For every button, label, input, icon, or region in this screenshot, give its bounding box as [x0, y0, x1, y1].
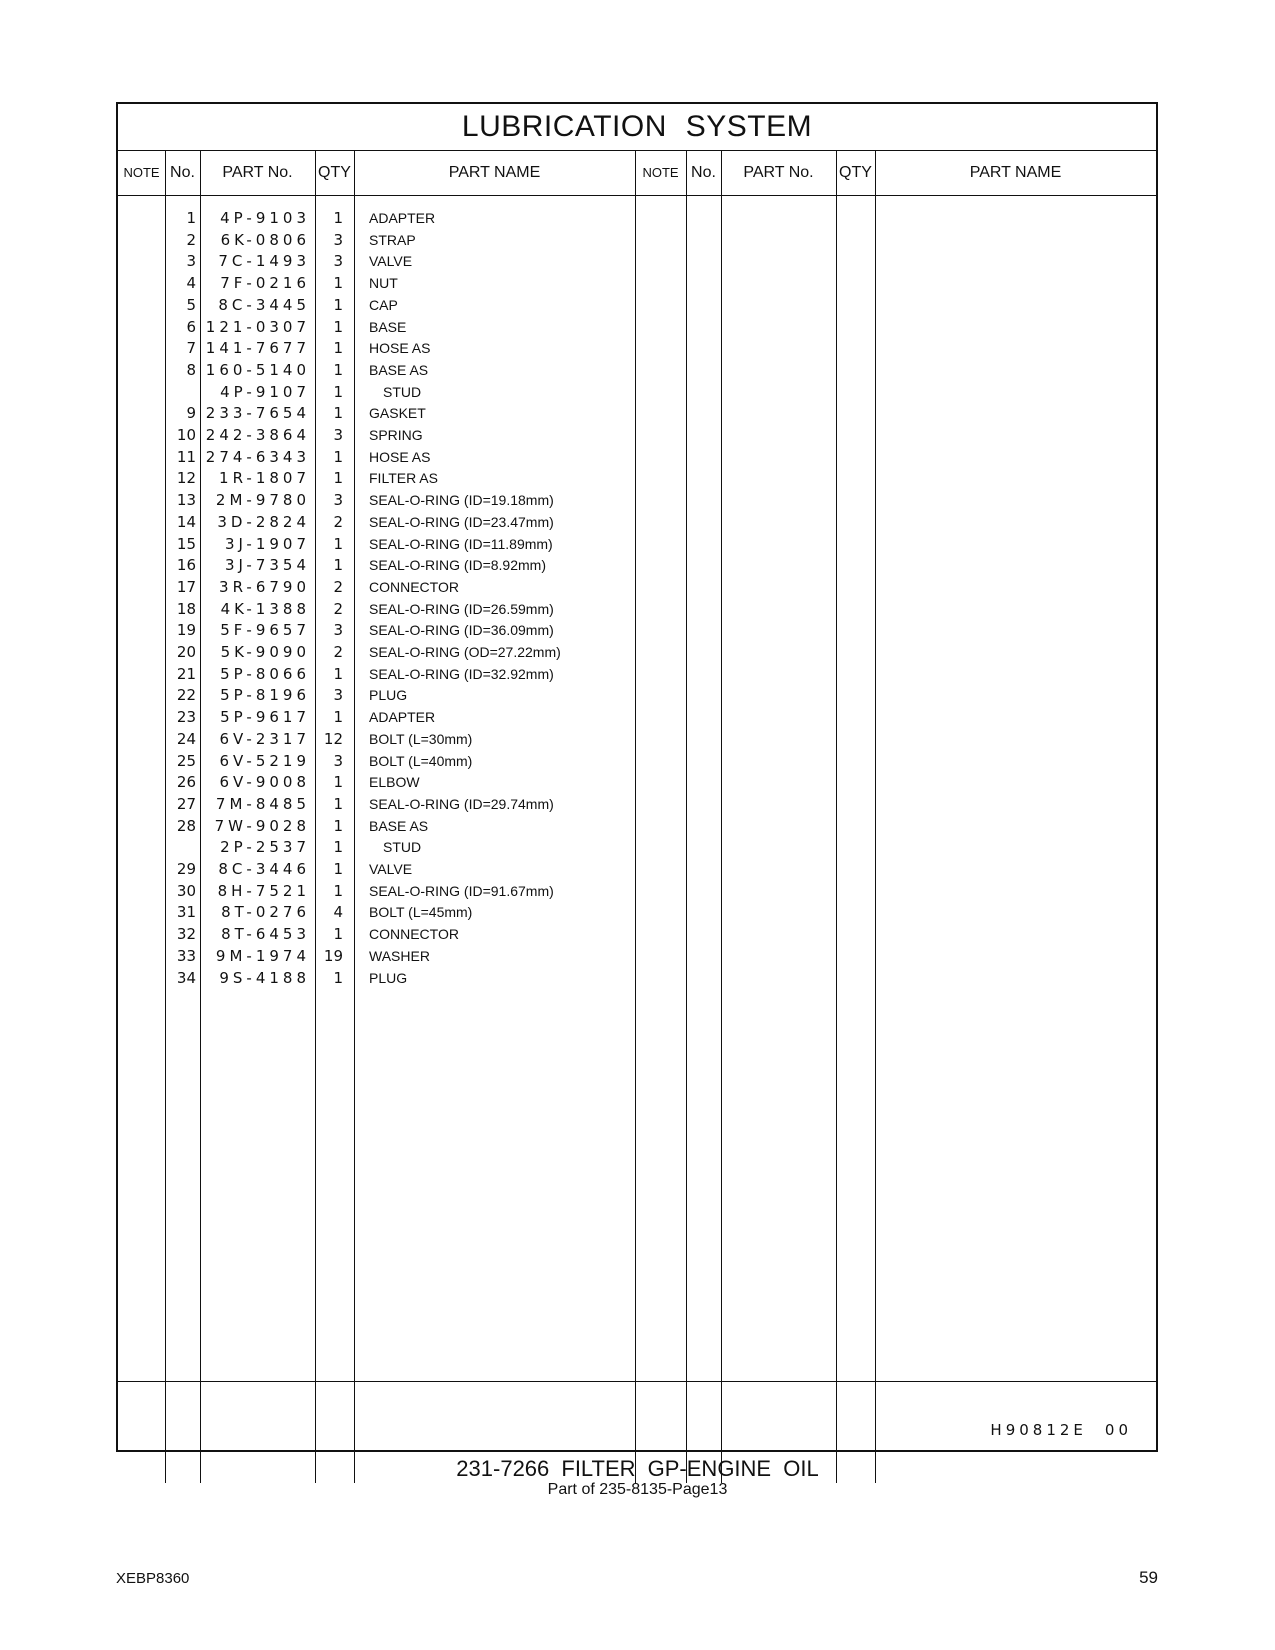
table-row: [118, 881, 1156, 903]
quantity: 3: [333, 426, 343, 444]
part-name: STRAP: [369, 231, 416, 248]
part-number: 7M-8485: [215, 794, 310, 813]
quantity: 1: [333, 881, 343, 900]
table-row: [118, 642, 1156, 664]
part-name: SEAL-O-RING (ID=32.92mm): [369, 665, 554, 682]
part-name: SEAL-O-RING (ID=19.18mm): [369, 492, 554, 509]
part-name: CONNECTOR: [369, 578, 459, 595]
part-number: 8C-3446: [218, 860, 310, 878]
table-row: [118, 338, 1156, 360]
part-name: WASHER: [369, 947, 430, 964]
item-number: 25: [176, 751, 196, 770]
item-number: 11: [176, 447, 196, 466]
item-number: 27: [176, 794, 196, 813]
part-name: SEAL-O-RING (ID=91.67mm): [369, 882, 554, 899]
part-name: SEAL-O-RING (ID=36.09mm): [369, 622, 554, 639]
part-number: 274-6343: [205, 447, 310, 466]
quantity: 3: [333, 252, 343, 271]
quantity: 1: [333, 838, 343, 857]
header-no-2: No.: [691, 164, 716, 181]
part-number: 2M-9780: [215, 491, 310, 510]
part-name: BOLT (L=40mm): [369, 752, 473, 769]
part-name: CONNECTOR: [369, 926, 459, 943]
part-number: 5P-8196: [220, 686, 310, 705]
quantity: 1: [333, 534, 343, 553]
header-qty: QTY: [318, 164, 351, 181]
table-row: [118, 924, 1156, 946]
part-number: 8H-7521: [217, 881, 310, 900]
quantity: 1: [333, 664, 343, 683]
quantity: 1: [333, 816, 343, 835]
part-number: 160-5140: [205, 360, 310, 379]
part-number: 7W-9028: [214, 816, 310, 835]
quantity: 3: [333, 686, 343, 705]
table-row: [118, 490, 1156, 512]
part-number: 121-0307: [205, 317, 310, 336]
quantity: 1: [333, 274, 343, 293]
item-number: 10: [176, 426, 196, 444]
part-number: 9S-4188: [219, 968, 310, 987]
table-row: [118, 859, 1156, 881]
part-name: ADAPTER: [369, 210, 436, 226]
quantity: 1: [333, 339, 343, 358]
part-number: 8T-0276: [221, 903, 310, 922]
part-number: 4P-9107: [220, 382, 310, 401]
item-number: 12: [176, 469, 196, 488]
quantity: 12: [323, 729, 343, 748]
header-part-name-2: PART NAME: [969, 164, 1062, 181]
part-number: 3R-6790: [219, 577, 310, 596]
header-qty-2: QTY: [839, 164, 872, 181]
quantity: 1: [333, 968, 343, 987]
header-part-name: PART NAME: [448, 164, 541, 181]
drawing-code-number: H90812E: [990, 1421, 1087, 1439]
item-number: 24: [176, 729, 196, 748]
part-name: BOLT (L=45mm): [369, 904, 473, 921]
item-number: 29: [176, 860, 196, 878]
table-row: [118, 447, 1156, 469]
document-id: XEBP8360: [116, 1570, 190, 1587]
quantity: 3: [333, 751, 343, 770]
part-name: NUT: [369, 275, 398, 292]
quantity: 1: [333, 794, 343, 813]
part-number: 7F-0216: [220, 274, 310, 293]
item-number: 19: [176, 621, 196, 640]
quantity: 1: [333, 860, 343, 878]
table-row: [118, 729, 1156, 751]
drawing-code: [972, 1421, 1132, 1439]
quantity: 1: [333, 469, 343, 488]
part-name: BASE AS: [369, 817, 429, 834]
assembly-subcaption: Part of 235-8135-Page13: [547, 1481, 728, 1498]
table-row: [118, 251, 1156, 273]
part-number: 4K-1388: [220, 599, 310, 618]
item-number: 1: [186, 209, 196, 227]
item-number: 23: [176, 708, 196, 727]
quantity: 4: [333, 903, 343, 922]
part-name: HOSE AS: [369, 340, 431, 357]
part-number: 7C-1493: [218, 252, 310, 271]
part-name: SEAL-O-RING (ID=11.89mm): [369, 535, 553, 552]
quantity: 1: [333, 447, 343, 466]
table-row: [118, 295, 1156, 317]
header-part-no: PART No.: [222, 164, 293, 181]
part-number: 1R-1807: [219, 469, 310, 488]
table-row: [118, 403, 1156, 425]
part-number: 233-7654: [205, 404, 310, 423]
drawing-revision: 00: [1104, 1421, 1132, 1439]
table-row: [118, 664, 1156, 686]
page-number: 59: [1139, 1568, 1158, 1587]
part-number: 2P-2537: [220, 838, 310, 857]
quantity: 1: [333, 360, 343, 379]
part-name: FILTER AS: [369, 470, 438, 487]
part-number: 5P-9617: [220, 708, 310, 727]
part-name: SEAL-O-RING (ID=26.59mm): [369, 600, 554, 617]
table-row: [118, 425, 1156, 447]
quantity: 2: [333, 577, 343, 596]
item-number: 7: [186, 339, 196, 358]
parts-table-frame: [116, 102, 1158, 1452]
part-number: 3D-2824: [217, 512, 310, 531]
table-row: [118, 902, 1156, 924]
part-name: ADAPTER: [369, 709, 436, 726]
quantity: 2: [333, 599, 343, 618]
table-row: [118, 273, 1156, 295]
part-name: SEAL-O-RING (OD=27.22mm): [369, 644, 561, 660]
table-row: [118, 968, 1156, 990]
item-number: 13: [176, 491, 196, 510]
part-name: SEAL-O-RING (ID=23.47mm): [369, 513, 554, 530]
table-row: [118, 946, 1156, 968]
table-row: [118, 599, 1156, 621]
quantity: 1: [333, 708, 343, 727]
quantity: 1: [333, 773, 343, 792]
table-row: [118, 794, 1156, 816]
quantity: 2: [333, 512, 343, 531]
part-number: 8T-6453: [221, 925, 310, 944]
table-row: [118, 707, 1156, 729]
header-note: NOTE: [123, 165, 160, 180]
part-number: 6V-9008: [219, 773, 310, 792]
item-number: 32: [176, 925, 196, 944]
quantity: 3: [333, 230, 343, 249]
part-name: BASE: [369, 318, 407, 335]
table-row: [118, 230, 1156, 252]
quantity: 3: [333, 621, 343, 640]
quantity: 19: [323, 946, 343, 965]
item-number: 17: [176, 577, 196, 596]
part-number: 5F-9657: [220, 621, 310, 640]
part-number: 3J-7354: [224, 556, 310, 575]
item-number: 16: [176, 556, 196, 575]
quantity: 1: [333, 382, 343, 401]
part-name: SEAL-O-RING (ID=29.74mm): [369, 795, 554, 812]
page-title: LUBRICATION SYSTEM: [118, 104, 1156, 151]
item-number: 5: [186, 295, 196, 314]
table-row: [118, 772, 1156, 794]
quantity: 1: [333, 317, 343, 336]
item-number: 31: [176, 903, 196, 922]
part-name: VALVE: [369, 861, 413, 877]
item-number: 3: [186, 252, 196, 271]
item-number: 9: [186, 404, 196, 423]
part-name: STUD: [383, 383, 422, 400]
table-row: [118, 534, 1156, 556]
part-name: CAP: [369, 296, 398, 313]
table-row: [118, 837, 1156, 859]
table-bottom-divider: [118, 1381, 1156, 1382]
table-row: [118, 317, 1156, 339]
part-number: 4P-9103: [220, 209, 310, 227]
quantity: 1: [333, 209, 343, 227]
part-name: GASKET: [369, 405, 426, 422]
header-no: No.: [170, 164, 195, 181]
part-number: 3J-1907: [224, 534, 310, 553]
item-number: 6: [186, 317, 196, 336]
part-name: PLUG: [369, 687, 408, 704]
part-name: PLUG: [369, 969, 408, 986]
table-row: [118, 816, 1156, 838]
table-row: [118, 685, 1156, 707]
assembly-caption: 231-7266 FILTER GP-ENGINE OIL: [456, 1456, 819, 1481]
quantity: 1: [333, 404, 343, 423]
part-number: 5K-9090: [220, 643, 310, 661]
part-name: VALVE: [369, 253, 413, 270]
quantity: 1: [333, 556, 343, 575]
table-row: [118, 360, 1156, 382]
part-name: SEAL-O-RING (ID=8.92mm): [369, 557, 546, 574]
part-name: HOSE AS: [369, 448, 431, 465]
item-number: 30: [176, 881, 196, 900]
table-row: [118, 512, 1156, 534]
item-number: 15: [176, 534, 196, 553]
table-row: [118, 620, 1156, 642]
part-number: 6V-2317: [219, 729, 310, 748]
item-number: 21: [176, 664, 196, 683]
header-part-no-2: PART No.: [743, 164, 814, 181]
item-number: 4: [186, 274, 196, 293]
part-number: 8C-3445: [218, 295, 310, 314]
item-number: 14: [176, 512, 196, 531]
item-number: 33: [176, 946, 196, 965]
part-name: ELBOW: [369, 774, 420, 791]
item-number: 8: [186, 360, 196, 379]
table-row: [118, 382, 1156, 404]
table-row: [118, 751, 1156, 773]
item-number: 22: [176, 686, 196, 705]
item-number: 26: [176, 773, 196, 792]
part-name: STUD: [383, 839, 422, 856]
part-name: BASE AS: [369, 361, 429, 378]
part-number: 141-7677: [205, 339, 310, 358]
quantity: 1: [333, 295, 343, 314]
part-name: BOLT (L=30mm): [369, 730, 473, 747]
table-row: [118, 208, 1156, 230]
part-number: 5P-8066: [220, 664, 310, 683]
table-row: [118, 468, 1156, 490]
item-number: 34: [176, 968, 196, 987]
table-row: [118, 577, 1156, 599]
item-number: 20: [176, 643, 196, 661]
item-number: 18: [176, 599, 196, 618]
part-number: 242-3864: [205, 426, 310, 444]
item-number: 2: [186, 230, 196, 249]
part-number: 9M-1974: [215, 946, 310, 965]
table-row: [118, 555, 1156, 577]
part-number: 6V-5219: [219, 751, 310, 770]
quantity: 2: [333, 643, 343, 661]
part-name: SPRING: [369, 427, 423, 443]
part-number: 6K-0806: [220, 230, 310, 249]
quantity: 3: [333, 491, 343, 510]
header-note-2: NOTE: [642, 165, 679, 180]
item-number: 28: [176, 816, 196, 835]
quantity: 1: [333, 925, 343, 944]
